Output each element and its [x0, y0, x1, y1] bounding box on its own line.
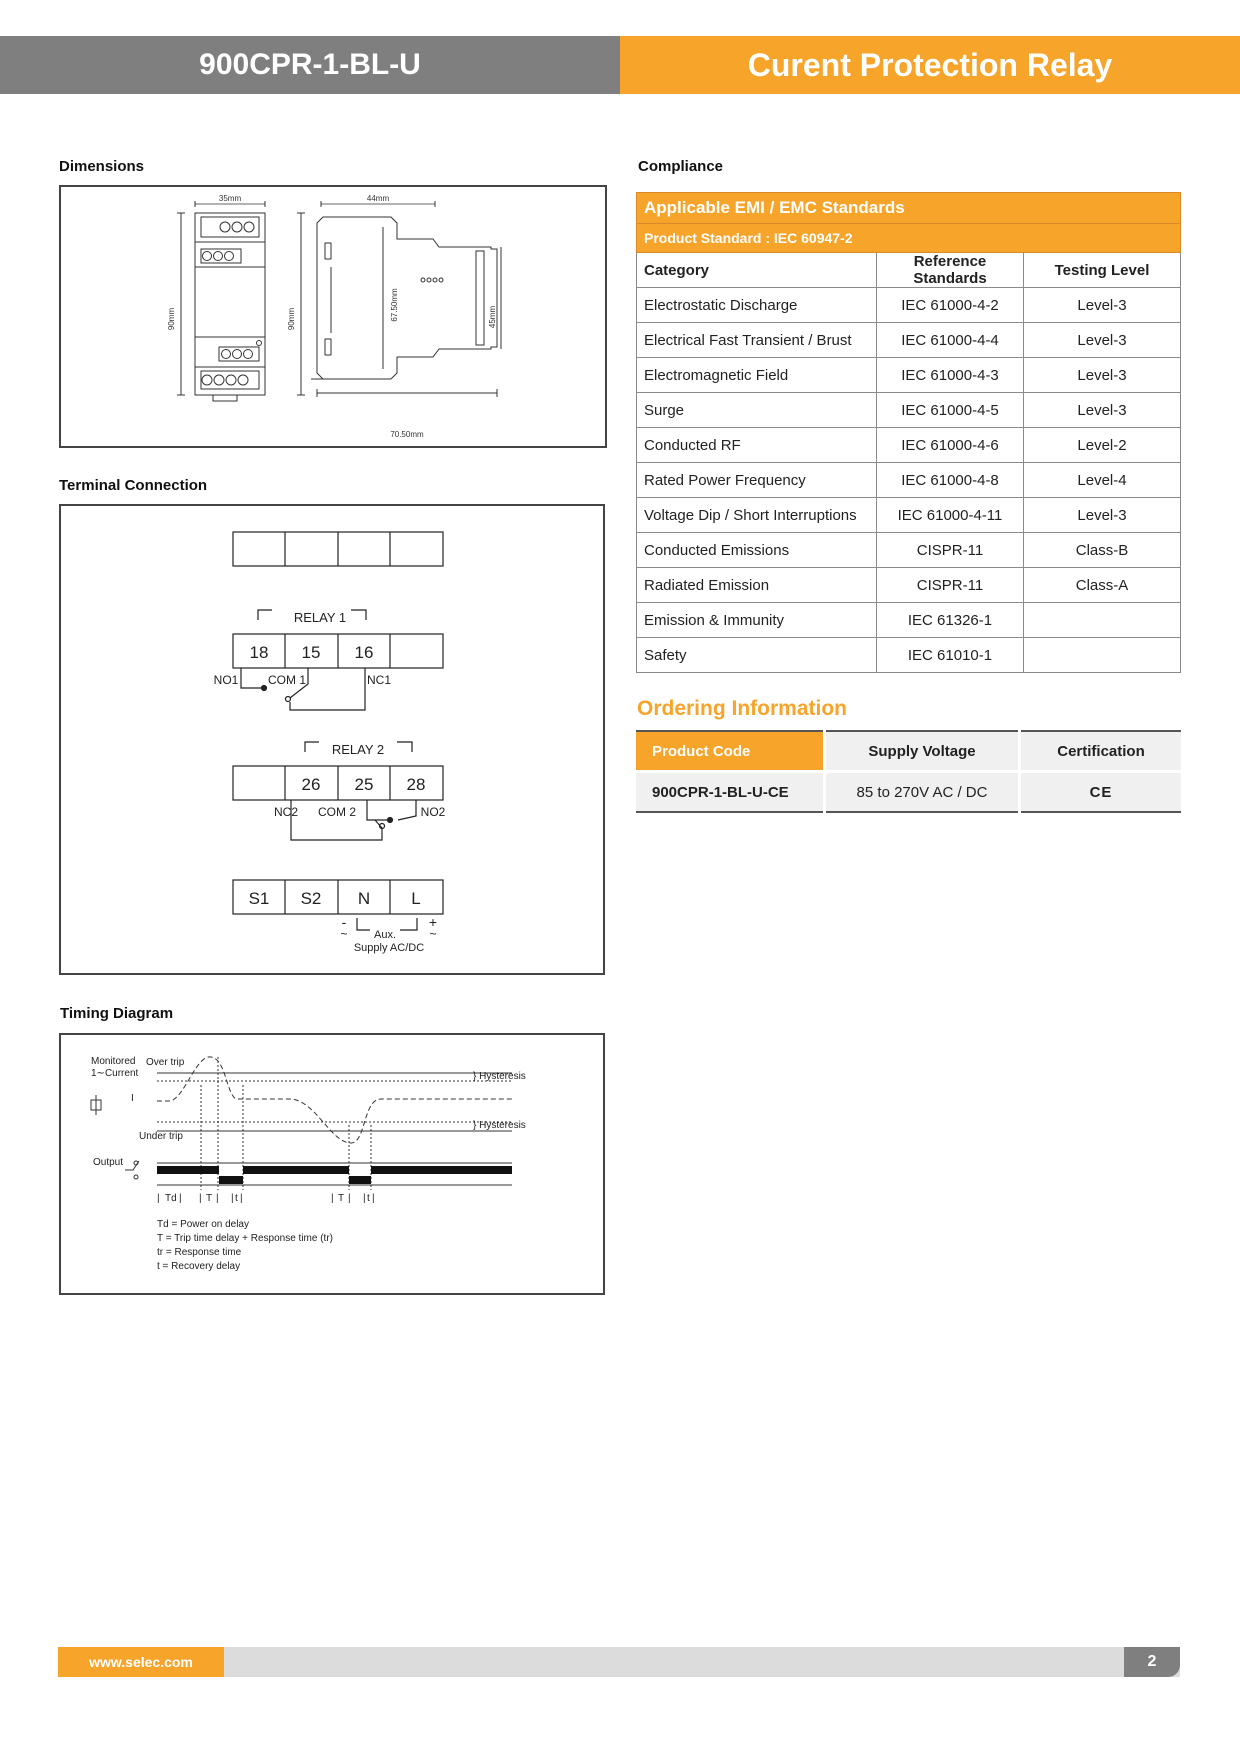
relay2-terminal-28: 28 — [406, 775, 426, 794]
relay2-terminal-25: 25 — [354, 775, 374, 794]
nc2-label: NC2 — [273, 805, 299, 819]
legend-td: Td = Power on delay — [157, 1219, 249, 1230]
table-row — [637, 323, 1181, 358]
col-reference: Reference Standards — [877, 253, 1024, 288]
product-code-value: 900CPR-1-BL-U-CE — [636, 772, 825, 813]
row-level: Class-B — [1024, 533, 1181, 568]
row-level — [1024, 638, 1181, 673]
svg-text:|: | — [199, 1193, 202, 1204]
dimensions-title: Dimensions — [59, 158, 145, 175]
ce-mark-icon: CE — [1020, 772, 1182, 813]
dim-width-side: 44mm — [366, 194, 390, 203]
terminal-n: N — [357, 889, 371, 908]
supply-voltage-value: 85 to 270V AC / DC — [825, 772, 1020, 813]
compliance-table — [636, 192, 1181, 673]
row-reference: CISPR-11 — [877, 533, 1024, 568]
ordering-table — [636, 730, 1181, 813]
current-i-label: I — [131, 1093, 134, 1104]
svg-text:|: | — [348, 1193, 351, 1204]
hysteresis-lower: } Hysteresis — [473, 1120, 526, 1131]
table-row — [637, 393, 1181, 428]
terminal-title: Terminal Connection — [59, 477, 208, 494]
t-mark-2: T — [338, 1193, 345, 1204]
relay2-terminal-26: 26 — [301, 775, 321, 794]
supply-minus: - — [341, 914, 347, 930]
timing-panel — [59, 1033, 605, 1295]
page-number: 2 — [1124, 1647, 1180, 1677]
row-reference: IEC 61010-1 — [877, 638, 1024, 673]
header-product-name: Curent Protection Relay — [620, 36, 1240, 94]
row-category: Voltage Dip / Short Interruptions — [637, 498, 877, 533]
svg-text:|: | — [231, 1193, 234, 1204]
col-category: Category — [637, 253, 877, 288]
row-reference: IEC 61000-4-11 — [877, 498, 1024, 533]
dim-rail-height: 45mm — [488, 305, 497, 329]
timing-drawing — [61, 1035, 607, 1297]
row-category: Electrostatic Discharge — [637, 288, 877, 323]
svg-text:|: | — [179, 1193, 182, 1204]
monitored-label: Monitored — [91, 1056, 136, 1067]
row-level: Level-3 — [1024, 323, 1181, 358]
com2-label: COM 2 — [317, 805, 357, 819]
t-mark-1: T — [206, 1193, 213, 1204]
row-reference: IEC 61000-4-5 — [877, 393, 1024, 428]
td-mark: Td — [165, 1193, 177, 1204]
product-standard-header: Product Standard : IEC 60947-2 — [637, 224, 1181, 253]
row-reference: IEC 61326-1 — [877, 603, 1024, 638]
terminal-drawing — [61, 506, 607, 977]
dim-width-front: 35mm — [218, 194, 242, 203]
row-reference: IEC 61000-4-3 — [877, 358, 1024, 393]
row-level: Level-3 — [1024, 288, 1181, 323]
row-reference: CISPR-11 — [877, 568, 1024, 603]
row-category: Conducted RF — [637, 428, 877, 463]
hysteresis-upper: } Hysteresis — [473, 1071, 526, 1082]
relay2-label: RELAY 2 — [331, 742, 385, 757]
com1-label: COM 1 — [267, 673, 307, 687]
table-row — [637, 533, 1181, 568]
dim-depth: 70.50mm — [390, 430, 424, 439]
terminal-s1: S1 — [248, 889, 270, 908]
dim-height-front: 90mm — [167, 307, 176, 331]
svg-text:|: | — [240, 1193, 243, 1204]
col-certification: Certification — [1020, 731, 1182, 772]
table-row — [637, 428, 1181, 463]
table-row — [637, 358, 1181, 393]
relay1-terminal-18: 18 — [249, 643, 269, 662]
svg-text:|: | — [363, 1193, 366, 1204]
timing-title: Timing Diagram — [60, 1005, 174, 1022]
header-model: 900CPR-1-BL-U — [0, 36, 620, 94]
supply-tilde-right: ~ — [429, 927, 437, 941]
terminal-s2: S2 — [300, 889, 322, 908]
row-level — [1024, 603, 1181, 638]
row-reference: IEC 61000-4-6 — [877, 428, 1024, 463]
row-reference: IEC 61000-4-4 — [877, 323, 1024, 358]
table-row — [637, 568, 1181, 603]
relay1-terminal-15: 15 — [301, 643, 321, 662]
under-trip-label: Under trip — [139, 1131, 183, 1142]
output-label: Output — [93, 1157, 124, 1168]
row-level: Level-4 — [1024, 463, 1181, 498]
legend-t: T = Trip time delay + Response time (tr) — [157, 1233, 333, 1244]
t-small-mark-2: t — [367, 1193, 370, 1204]
table-row — [637, 288, 1181, 323]
legend-recovery: t = Recovery delay — [157, 1261, 241, 1272]
supply-tilde-left: ~ — [340, 927, 348, 941]
row-category: Conducted Emissions — [637, 533, 877, 568]
col-supply-voltage: Supply Voltage — [825, 731, 1020, 772]
row-level: Level-3 — [1024, 393, 1181, 428]
ordering-header-row — [636, 731, 1181, 772]
no1-label: NO1 — [213, 673, 239, 687]
nc1-label: NC1 — [366, 673, 392, 687]
table-row — [637, 638, 1181, 673]
dimensions-panel — [59, 185, 607, 448]
col-product-code: Product Code — [636, 731, 825, 772]
supply-plus: + — [428, 914, 438, 930]
table-row — [637, 498, 1181, 533]
current-label: 1∼Current — [91, 1068, 139, 1079]
aux-label: Aux. — [373, 929, 397, 941]
table-row — [637, 463, 1181, 498]
footer-bar — [58, 1647, 1180, 1677]
col-level: Testing Level — [1024, 253, 1181, 288]
terminal-l: L — [411, 889, 421, 908]
svg-text:|: | — [157, 1193, 160, 1204]
no2-label: NO2 — [420, 805, 446, 819]
row-category: Rated Power Frequency — [637, 463, 877, 498]
row-category: Electromagnetic Field — [637, 358, 877, 393]
ordering-title: Ordering Information — [637, 697, 847, 720]
emc-standards-header: Applicable EMI / EMC Standards — [637, 193, 1181, 224]
row-reference: IEC 61000-4-2 — [877, 288, 1024, 323]
row-category: Radiated Emission — [637, 568, 877, 603]
relay1-terminal-16: 16 — [354, 643, 374, 662]
dim-inner-height: 67.50mm — [390, 288, 399, 322]
svg-text:|: | — [372, 1193, 375, 1204]
row-category: Safety — [637, 638, 877, 673]
row-level: Level-2 — [1024, 428, 1181, 463]
relay1-label: RELAY 1 — [293, 610, 347, 625]
footer-url-link[interactable]: www.selec.com — [58, 1647, 224, 1677]
svg-text:|: | — [216, 1193, 219, 1204]
row-category: Emission & Immunity — [637, 603, 877, 638]
svg-text:|: | — [331, 1193, 334, 1204]
over-trip-label: Over trip — [146, 1057, 185, 1068]
table-row — [637, 603, 1181, 638]
dim-height-side: 90mm — [287, 307, 296, 331]
row-reference: IEC 61000-4-8 — [877, 463, 1024, 498]
table-row — [636, 772, 1181, 813]
supply-label: Supply AC/DC — [353, 942, 425, 954]
row-level: Level-3 — [1024, 498, 1181, 533]
t-small-mark-1: t — [235, 1193, 238, 1204]
compliance-column-headers — [637, 253, 1181, 288]
row-level: Class-A — [1024, 568, 1181, 603]
dimensions-drawing — [61, 187, 609, 450]
terminal-panel — [59, 504, 605, 975]
row-level: Level-3 — [1024, 358, 1181, 393]
row-category: Surge — [637, 393, 877, 428]
row-category: Electrical Fast Transient / Brust — [637, 323, 877, 358]
compliance-title: Compliance — [638, 158, 724, 175]
legend-tr: tr = Response time — [157, 1247, 242, 1258]
